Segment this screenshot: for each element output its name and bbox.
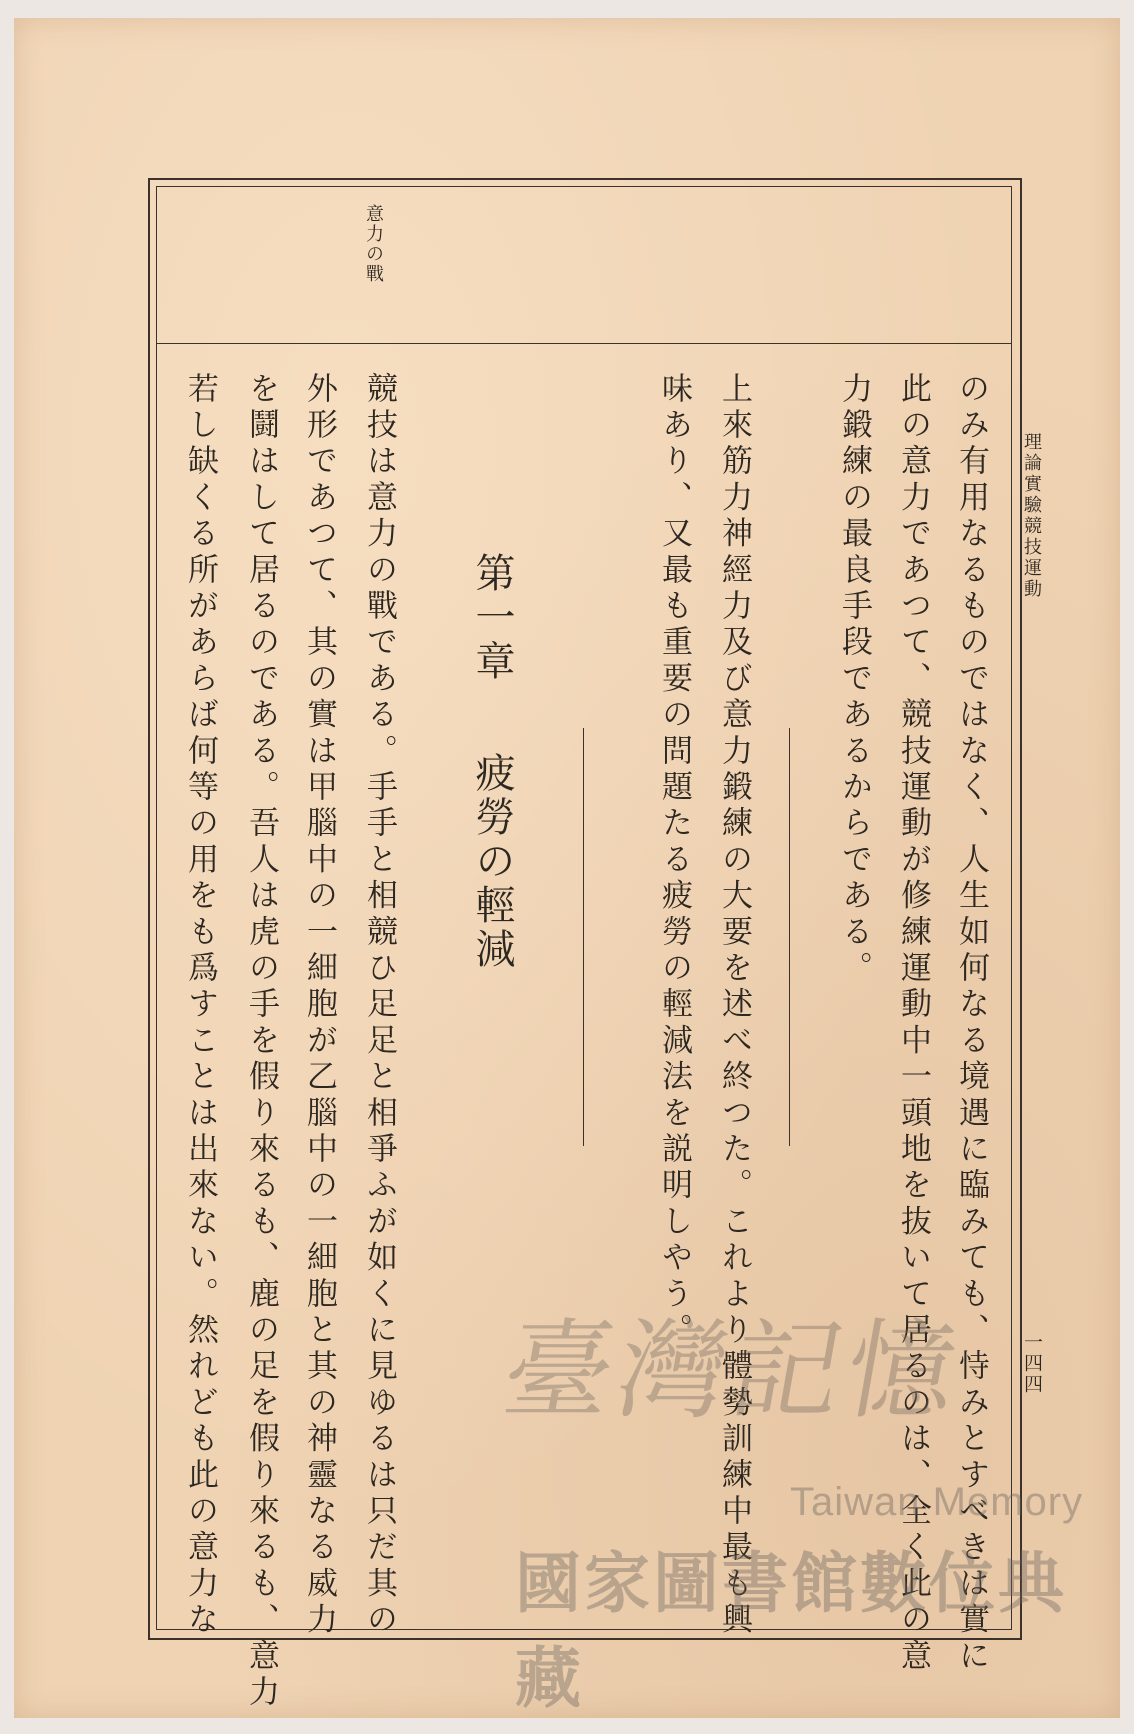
text-column: 此の意力であつて、競技運動が修練運動中一頭地を抜いて居るのは、全く此の意	[895, 372, 931, 1676]
text-column: を鬪はして居るのである。吾人は虎の手を假り來るも、鹿の足を假り來るも、意力	[243, 372, 279, 1712]
text-column: 若し缺くる所があらば何等の用をも爲すことは出來ない。然れども此の意力な	[182, 372, 218, 1639]
watermark-logo: 臺灣記憶	[494, 1309, 973, 1434]
running-head: 理論實驗競技運動	[1021, 432, 1042, 600]
text-column: 外形であつて、其の實は甲腦中の一細胞が乙腦中の一細胞と其の神靈なる威力	[301, 372, 337, 1639]
section-divider	[789, 728, 790, 1146]
chapter-number: 第一章	[469, 552, 515, 684]
text-column: 味あり、又最も重要の問題たる疲勞の輕減法を説明しやう。	[656, 372, 692, 1350]
section-divider	[583, 728, 584, 1146]
chapter-title: 疲勞の輕減	[469, 752, 515, 972]
text-column: のみ有用なるものではなく、人生如何なる境遇に臨みても、恃みとすべきは實に	[953, 372, 989, 1676]
text-column: 競技は意力の戰である。手手と相競ひ足足と相爭ふが如くに見ゆるは只だ其の	[361, 372, 397, 1639]
text-column: 上來筋力神經力及び意力鍛練の大要を述べ終つた。これより體勢訓練中最も興	[716, 372, 752, 1639]
header-box-text: 意力の戰	[363, 204, 384, 284]
watermark-org: 國家圖書館數位典藏	[515, 1545, 1067, 1717]
text-column: 力鍛練の最良手段であるからである。	[836, 372, 872, 988]
watermark-latin: Taiwan Memory	[790, 1480, 1084, 1524]
header-rule	[156, 343, 1012, 344]
page-number: 一四四	[1021, 1332, 1043, 1395]
